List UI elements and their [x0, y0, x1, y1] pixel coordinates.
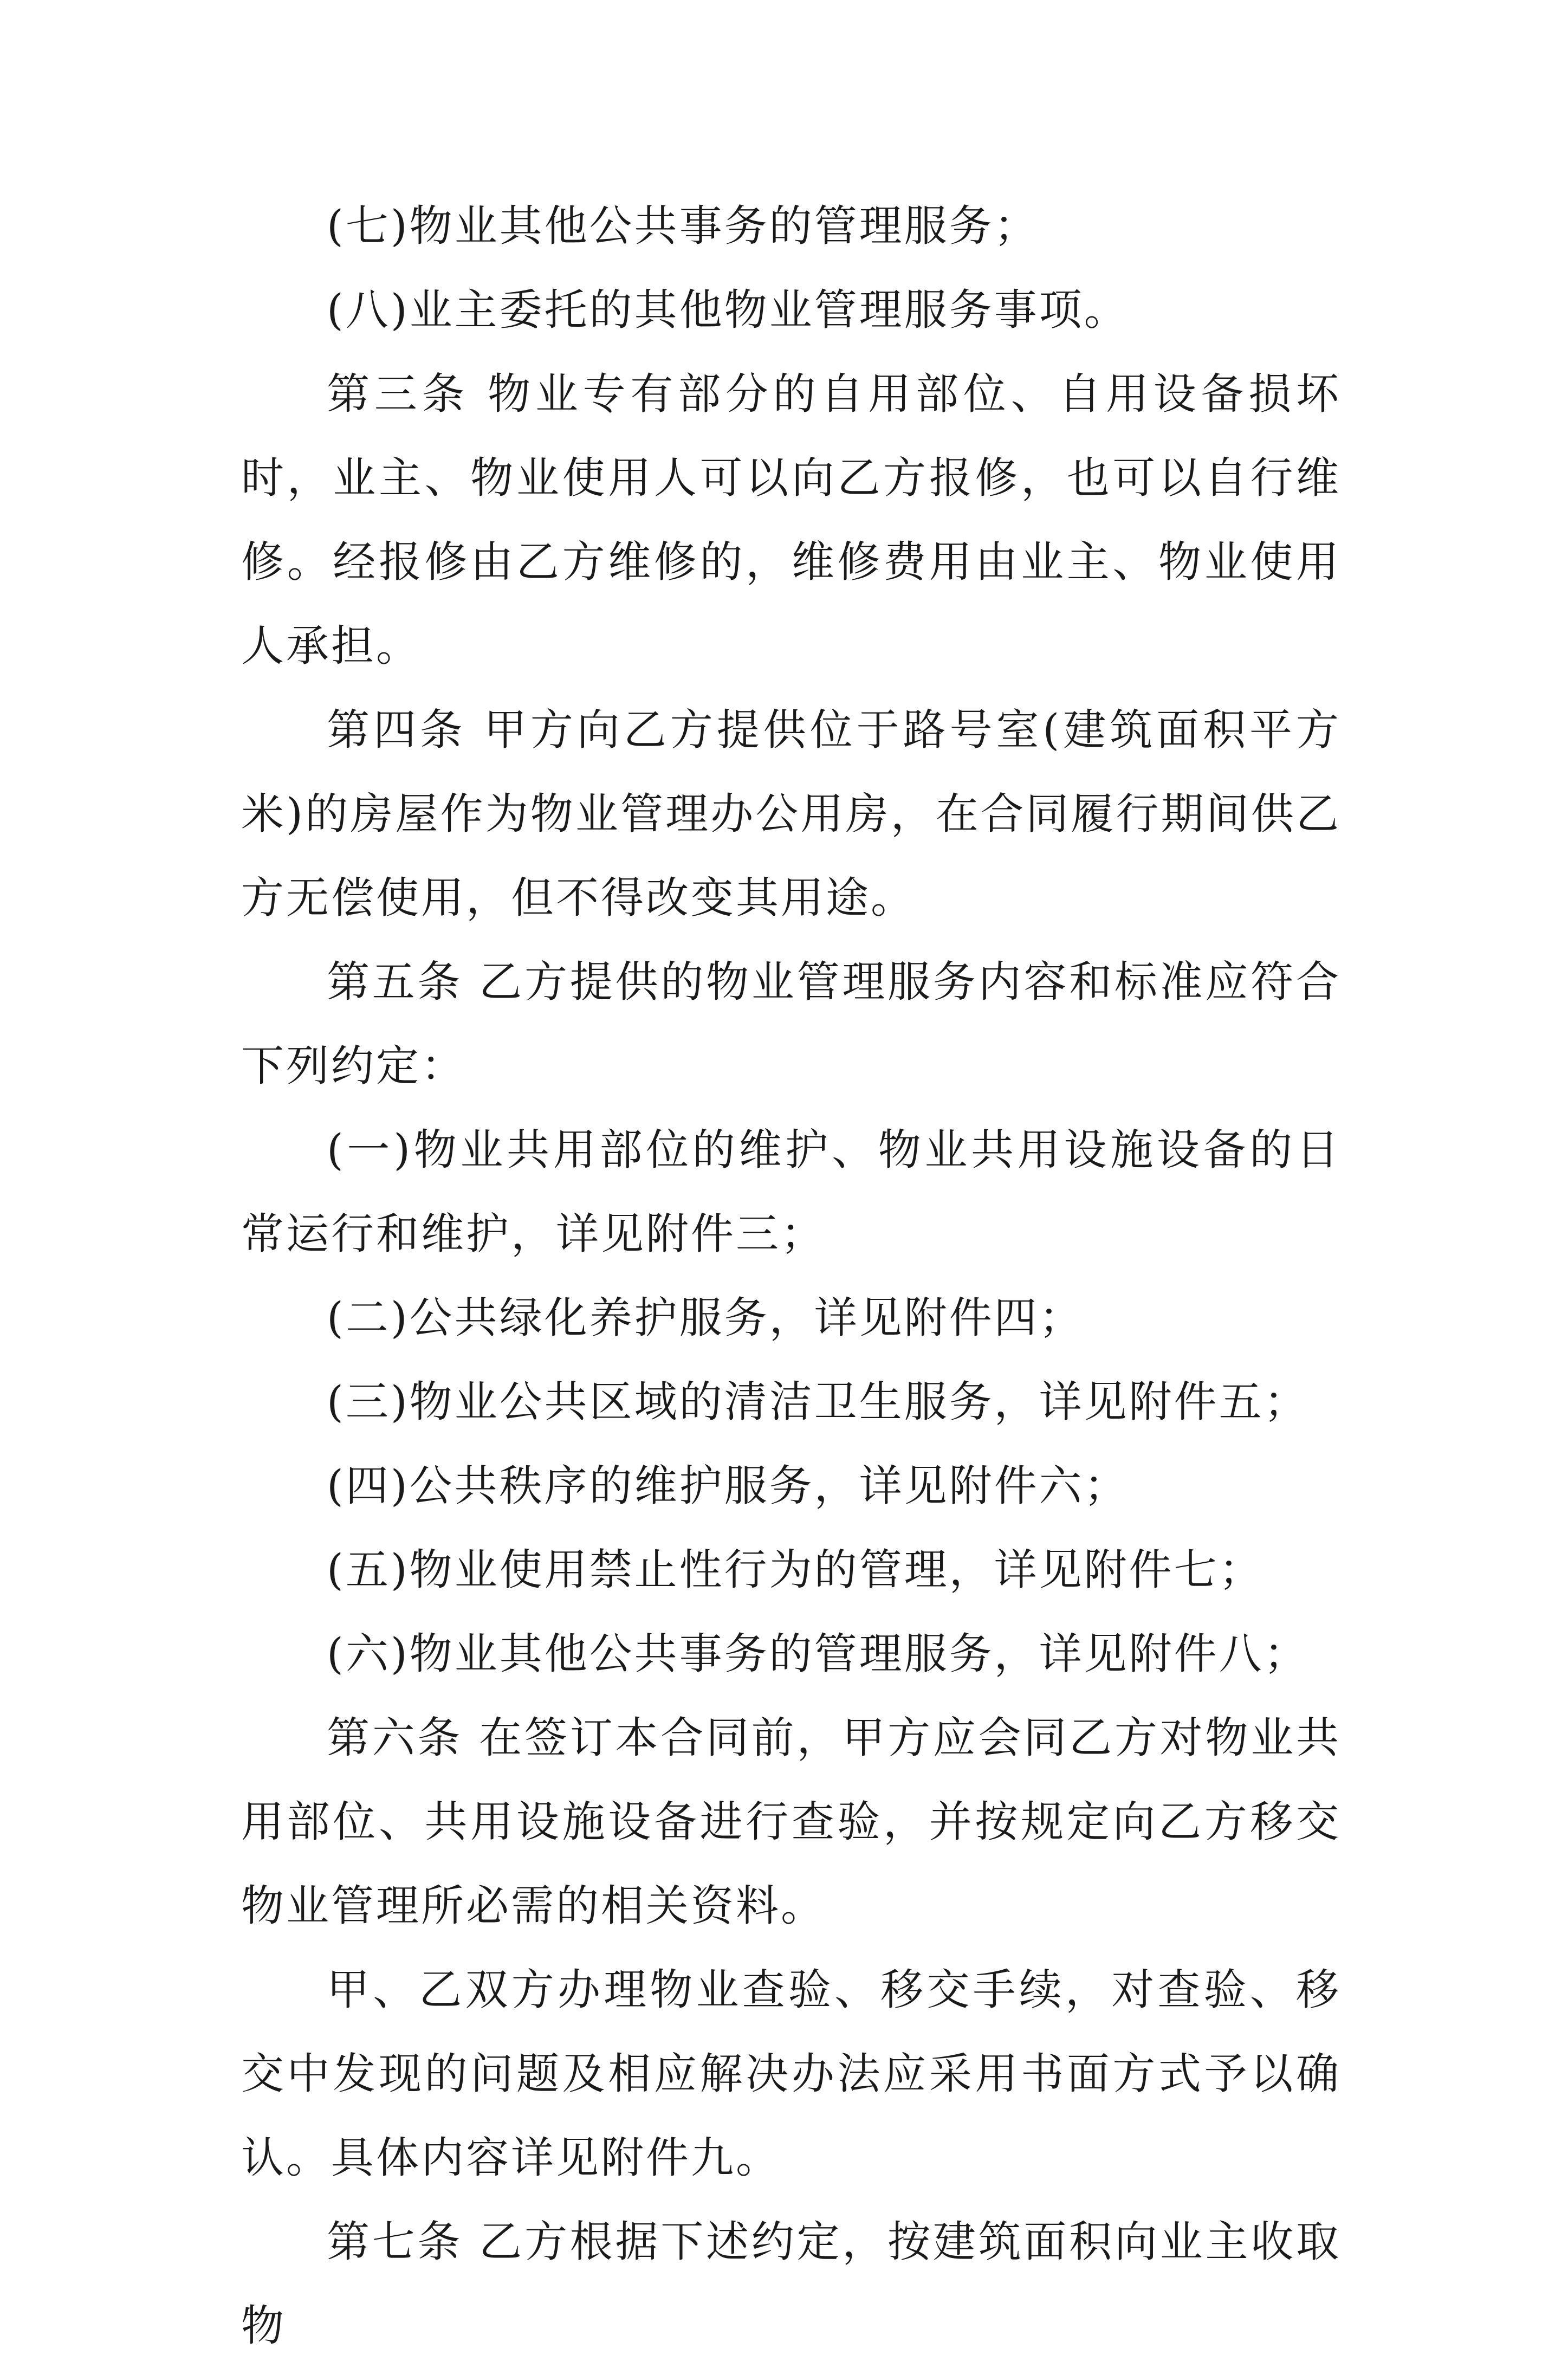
paragraph-article-6: 第六条 在签订本合同前，甲方应会同乙方对物业共用部位、共用设施设备进行查验，并按规定向乙方移交物业管理所必需的相关资料。 [241, 1713, 1341, 1931]
paragraph-service-3: (三)物业公共区域的清洁卫生服务，详见附件五； [327, 1377, 1309, 1427]
paragraph-article-3: 第三条 物业专有部分的自用部位、自用设备损坏时，业主、物业使用人可以向乙方报修，也可以自行维修。经报修由乙方维修的，维修费用由业主、物业使用人承担。 [241, 369, 1341, 671]
paragraph-article-7: 第七条 乙方根据下述约定，按建筑面积向业主收取物 [241, 2217, 1341, 2351]
paragraph-handover: 甲、乙双方办理物业查验、移交手续，对查验、移交中发现的问题及相应解决办法应采用书面方式予以确认。具体内容详见附件九。 [241, 1965, 1341, 2183]
paragraph-article-4: 第四条 甲方向乙方提供位于路号室(建筑面积平方米)的房屋作为物业管理办公用房，在合同履行期间供乙方无偿使用，但不得改变其用途。 [241, 705, 1341, 923]
contract-text-body [241, 184, 1341, 2368]
paragraph-item-7: (七)物业其他公共事务的管理服务； [327, 201, 1039, 251]
paragraph-article-5: 第五条 乙方提供的物业管理服务内容和标准应符合下列约定： [241, 957, 1341, 1091]
paragraph-service-5: (五)物业使用禁止性行为的管理，详见附件七； [327, 1545, 1264, 1595]
paragraph-service-4: (四)公共秩序的维护服务，详见附件六； [327, 1461, 1129, 1511]
paragraph-service-2: (二)公共绿化养护服务，详见附件四； [327, 1293, 1084, 1343]
paragraph-item-8: (八)业主委托的其他物业管理服务事项。 [327, 285, 1129, 335]
paragraph-service-6: (六)物业其他公共事务的管理服务，详见附件八； [327, 1629, 1309, 1679]
paragraph-service-1: (一)物业共用部位的维护、物业共用设施设备的日常运行和维护，详见附件三； [241, 1125, 1341, 1259]
